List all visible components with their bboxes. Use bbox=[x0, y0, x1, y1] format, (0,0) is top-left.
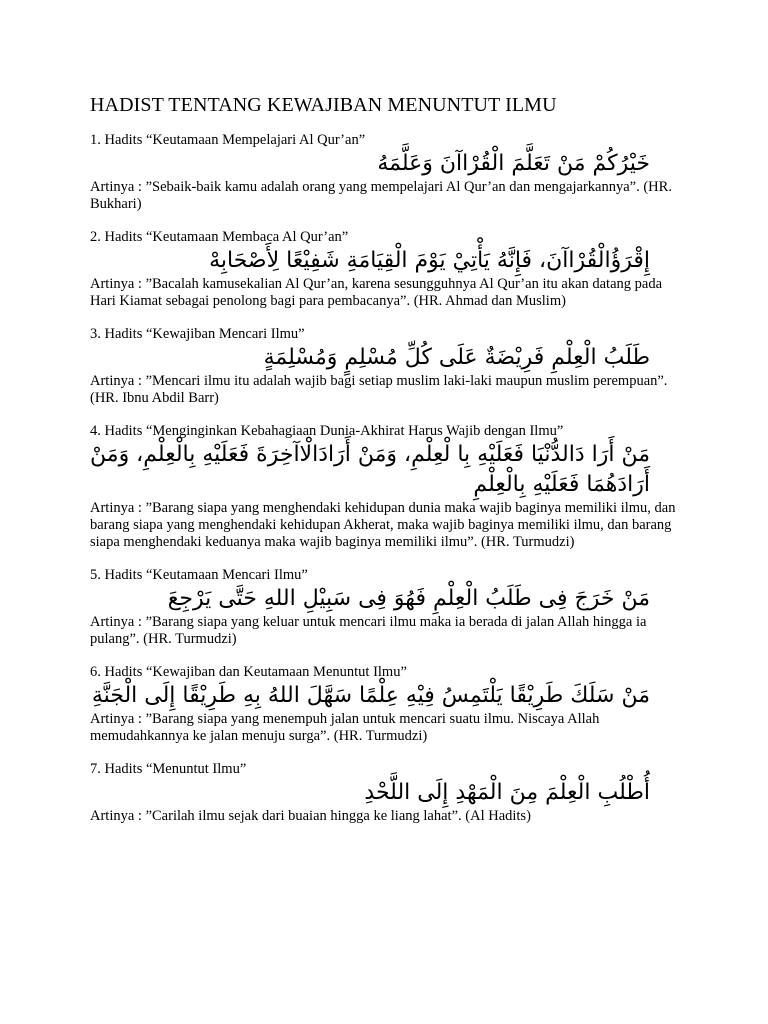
hadith-3 bbox=[90, 326, 686, 407]
hadith-heading: 6. Hadits “Kewajiban dan Keutamaan Menuntut Ilmu” bbox=[90, 664, 407, 680]
document-title: HADIST TENTANG KEWAJIBAN MENUNTUT ILMU bbox=[90, 94, 557, 116]
hadith-arabic-text: مَنْ أَرَا دَالدُّنْيَا فَعَلَيْهِ بِا لْعِلْمِ، وَمَنْ أَرَادَالْاآخِرَةَ فَعَلَيْهِ بِالْعِلْمِ، وَمَنْ أَرَادَهُمَا فَعَلَيْهِ بِالْعِلْمِ bbox=[90, 442, 650, 497]
hadith-6 bbox=[90, 664, 686, 745]
hadith-heading: 7. Hadits “Menuntut Ilmu” bbox=[90, 761, 247, 777]
hadith-arabic-text: مَنْ سَلَكَ طَرِيْقًا يَلْتَمِسُ فِيْهِ عِلْمًا سَهَّلَ اللهُ بِهِ طَرِيْقًا إِلَى الْجَنَّةِ bbox=[91, 683, 650, 708]
hadith-translation: Artinya : ”Mencari ilmu itu adalah wajib bagi setiap muslim laki-laki maupun muslim perempuan”. (HR. Ibnu Abdil Barr) bbox=[90, 373, 668, 406]
hadith-arabic-text: إِقْرَؤُالْقُرْاآنَ، فَإِنَّهُ يَأْتِيْ يَوْمَ الْقِيَامَةِ شَفِيْعًا لِأَصْحَابِهْ bbox=[209, 248, 650, 273]
hadith-arabic-text: مَنْ خَرَجَ فِى طَلَبُ الْعِلْمِ فَهُوَ فِى سَبِيْلِ اللهِ حَتَّى يَرْجِعَ bbox=[167, 586, 650, 611]
hadith-translation: Artinya : ”Sebaik-baik kamu adalah orang yang mempelajari Al Qur’an dan mengajarkannya”. (HR. Bukhari) bbox=[90, 179, 672, 212]
hadith-translation: Artinya : ”Carilah ilmu sejak dari buaian hingga ke liang lahat”. (Al Hadits) bbox=[90, 808, 531, 824]
hadith-1 bbox=[90, 132, 686, 213]
hadith-translation: Artinya : ”Barang siapa yang keluar untuk mencari ilmu maka ia berada di jalan Allah hingga ia pulang”. (HR. Turmudzi) bbox=[90, 614, 647, 647]
hadith-arabic-text: طَلَبُ الْعِلْمِ فَرِيْضَةٌ عَلَى كُلِّ مُسْلِمٍ وَمُسْلِمَةٍ bbox=[263, 345, 650, 370]
hadith-heading: 5. Hadits “Keutamaan Mencari Ilmu” bbox=[90, 567, 308, 583]
hadith-7 bbox=[90, 761, 686, 825]
hadith-translation: Artinya : ”Barang siapa yang menghendaki kehidupan dunia maka wajib baginya memiliki ilmu, dan barang siapa yang menghendaki kehidupan Akherat, maka wajib baginya memiliki ilmu, dan barang siapa menghendaki keduanya maka wajib baginya memiliki ilmu”. (HR. Turmudzi) bbox=[90, 500, 676, 550]
hadith-heading: 3. Hadits “Kewajiban Mencari Ilmu” bbox=[90, 326, 305, 342]
hadith-arabic-text: خَيْرُكُمْ مَنْ تَعَلَّمَ الْقُرْاآنَ وَعَلَّمَهُ bbox=[377, 151, 650, 176]
hadith-heading: 2. Hadits “Keutamaan Membaca Al Qur’an” bbox=[90, 229, 349, 245]
hadith-4 bbox=[90, 423, 686, 551]
hadith-translation: Artinya : ”Bacalah kamusekalian Al Qur’an, karena sesungguhnya Al Qur’an itu akan datang pada Hari Kiamat sebagai penolong bagi para pembacanya”. (HR. Ahmad dan Muslim) bbox=[90, 276, 663, 309]
hadith-arabic-text: أُطْلُبِ الْعِلْمَ مِنَ الْمَهْدِ إِلَى اللَّحْدِ bbox=[364, 780, 650, 805]
hadith-heading: 1. Hadits “Keutamaan Mempelajari Al Qur’an” bbox=[90, 132, 366, 148]
hadith-2 bbox=[90, 229, 686, 310]
document-page bbox=[90, 92, 686, 841]
hadith-translation: Artinya : ”Barang siapa yang menempuh jalan untuk mencari suatu ilmu. Niscaya Allah memudahkannya ke jalan menuju surga”. (HR. Turmudzi) bbox=[90, 711, 600, 744]
hadith-5 bbox=[90, 567, 686, 648]
hadith-heading: 4. Hadits “Menginginkan Kebahagiaan Dunia-Akhirat Harus Wajib dengan Ilmu” bbox=[90, 423, 564, 439]
